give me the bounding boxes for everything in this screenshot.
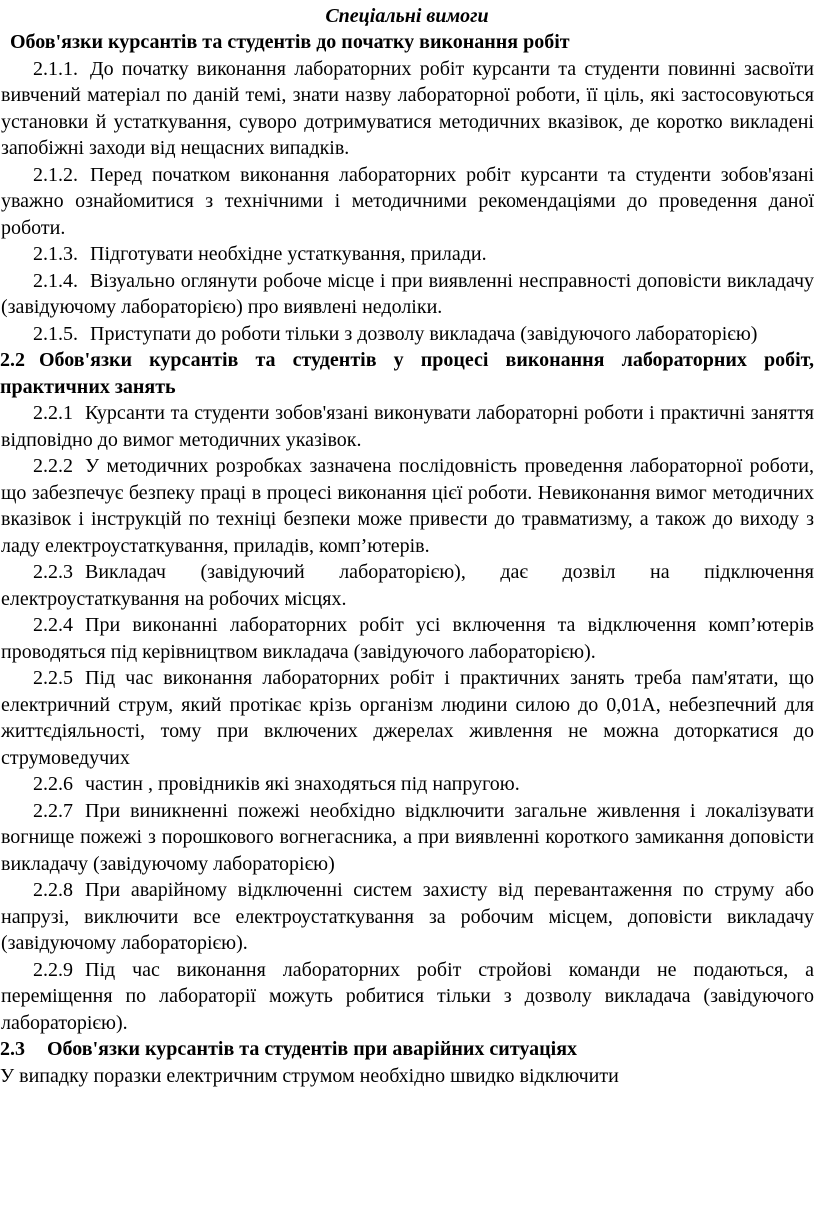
section-heading-2-1 bbox=[0, 29, 814, 56]
paragraph-text: Перед початком виконання лабораторних робіт курсанти та студенти зобов'язані уважно ознайомитися з технічними і методичними рекомендаціями до проведення даної роботи. bbox=[1, 163, 814, 239]
paragraph-2-2-6 bbox=[0, 771, 814, 798]
paragraph-2-2-8 bbox=[0, 877, 814, 957]
paragraph-2-2-4 bbox=[0, 612, 814, 665]
paragraph-text: При виконанні лабораторних робіт усі включення та відключення комп’ютерів проводяться під керівництвом викладача (завідуючого лабораторією). bbox=[1, 614, 814, 663]
paragraph-number: 2.1.4. bbox=[33, 269, 78, 292]
section-heading-2-3 bbox=[0, 1036, 814, 1063]
paragraph-text: частин , провідників які знаходяться під напругою. bbox=[85, 773, 520, 795]
paragraph-text: До початку виконання лабораторних робіт курсанти та студенти повинні засвоїти вивчений матеріал по даній темі, знати назву лабораторної роботи, її ціль, які застосовуються установки й устаткування, суворо дотримуватися методичних вказівок, де коротко викладені запобіжні заходи від нещасних випадків. bbox=[1, 57, 814, 159]
section-heading-text: Обов'язки курсантів та студентів до початку виконання робіт bbox=[10, 31, 570, 53]
trailing-text: У випадку поразки електричним струмом необхідно швидко відключити bbox=[0, 1064, 619, 1087]
paragraph-2-1-2 bbox=[0, 162, 814, 242]
paragraph-text: Приступати до роботи тільки з дозволу викладача (завідуючого лабораторією) bbox=[90, 322, 758, 345]
paragraph-number: 2.1.1. bbox=[33, 57, 78, 80]
paragraph-text: Під час виконання лабораторних робіт стройові команди не подаються, а переміщення по лабораторії можуть робитися тільки з дозволу викладача (завідуючого лабораторією). bbox=[1, 958, 814, 1034]
paragraph-2-2-1 bbox=[0, 400, 814, 453]
document-title: Спеціальні вимоги bbox=[325, 5, 489, 27]
paragraph-2-2-2 bbox=[0, 453, 814, 559]
paragraph-number: 2.2.1 bbox=[33, 402, 73, 424]
paragraph-number: 2.2.9 bbox=[33, 958, 73, 981]
paragraph-text: Під час виконання лабораторних робіт і практичних занять треба пам'ятати, що електричний струм, який протікає крізь організм людини силою до 0,01А, небезпечний для життєдіяльності, тому при включених джерелах живлення не можна доторкатися до струмоведучих bbox=[1, 667, 814, 769]
paragraph-2-2-9 bbox=[0, 957, 814, 1037]
section-heading-text: Обов'язки курсантів та студентів при аварійних ситуаціях bbox=[47, 1038, 578, 1060]
paragraph-number: 2.2.2 bbox=[33, 455, 73, 477]
paragraph-2-1-1 bbox=[0, 56, 814, 162]
paragraph-2-2-5 bbox=[0, 665, 814, 771]
paragraph-2-1-5 bbox=[0, 321, 814, 348]
paragraph-2-2-7 bbox=[0, 798, 814, 878]
paragraph-text: При аварійному відключенні систем захисту від перевантаження по струму або напрузі, виключити все електроустаткування за робочим місцем, доповісти викладачу (завідуючому лабораторією). bbox=[1, 879, 814, 954]
section-heading-text: Обов'язки курсантів та студентів у процесі виконання лабораторних робіт, практичних занять bbox=[0, 349, 814, 398]
paragraph-number: 2.1.2. bbox=[33, 163, 78, 186]
paragraph-number: 2.2.6 bbox=[33, 773, 73, 795]
section-heading-2-2 bbox=[0, 347, 814, 400]
paragraph-text: При виникненні пожежі необхідно відключити загальне живлення і локалізувати вогнище пожежі з порошкового вогнегасника, а при виявленні короткого замикання доповісти викладачу (завідуючому лабораторією) bbox=[1, 799, 814, 875]
document-page bbox=[0, 3, 816, 1208]
section-heading-number: 2.3 bbox=[0, 1038, 25, 1060]
paragraph-number: 2.2.7 bbox=[33, 799, 73, 822]
paragraph-number: 2.2.3 bbox=[33, 561, 73, 583]
paragraph-number: 2.2.8 bbox=[33, 879, 73, 901]
paragraph-text: Викладач (завідуючий лабораторією), дає дозвіл на підключення електроустаткування на робочих місцях. bbox=[1, 561, 814, 610]
paragraph-number: 2.1.3. bbox=[33, 243, 78, 265]
paragraph-text: Візуально оглянути робоче місце і при виявленні несправності доповісти викладачу (завідуючому лабораторією) про виявлені недоліки. bbox=[1, 269, 814, 318]
paragraph-2-1-3 bbox=[0, 241, 814, 268]
paragraph-text: Курсанти та студенти зобов'язані виконувати лабораторні роботи і практичні заняття відповідно до вимог методичних указівок. bbox=[1, 402, 814, 451]
paragraph-number: 2.2.4 bbox=[33, 614, 73, 636]
paragraph-text: У методичних розробках зазначена послідовність проведення лабораторної роботи, що забезпечує безпеку праці в процесі виконання цієї роботи. Невиконання вимог методичних вказівок і інструкцій по техніці безпеки може привести до травматизму, а також до виходу з ладу електроустаткування, приладів, комп’ютерів. bbox=[1, 455, 814, 557]
paragraph-2-1-4 bbox=[0, 268, 814, 321]
paragraph-number: 2.2.5 bbox=[33, 667, 73, 689]
paragraph-2-2-3 bbox=[0, 559, 814, 612]
paragraph-text: Підготувати необхідне устаткування, прилади. bbox=[90, 243, 487, 265]
section-heading-number: 2.2 bbox=[0, 349, 25, 371]
paragraph-number: 2.1.5. bbox=[33, 322, 78, 345]
